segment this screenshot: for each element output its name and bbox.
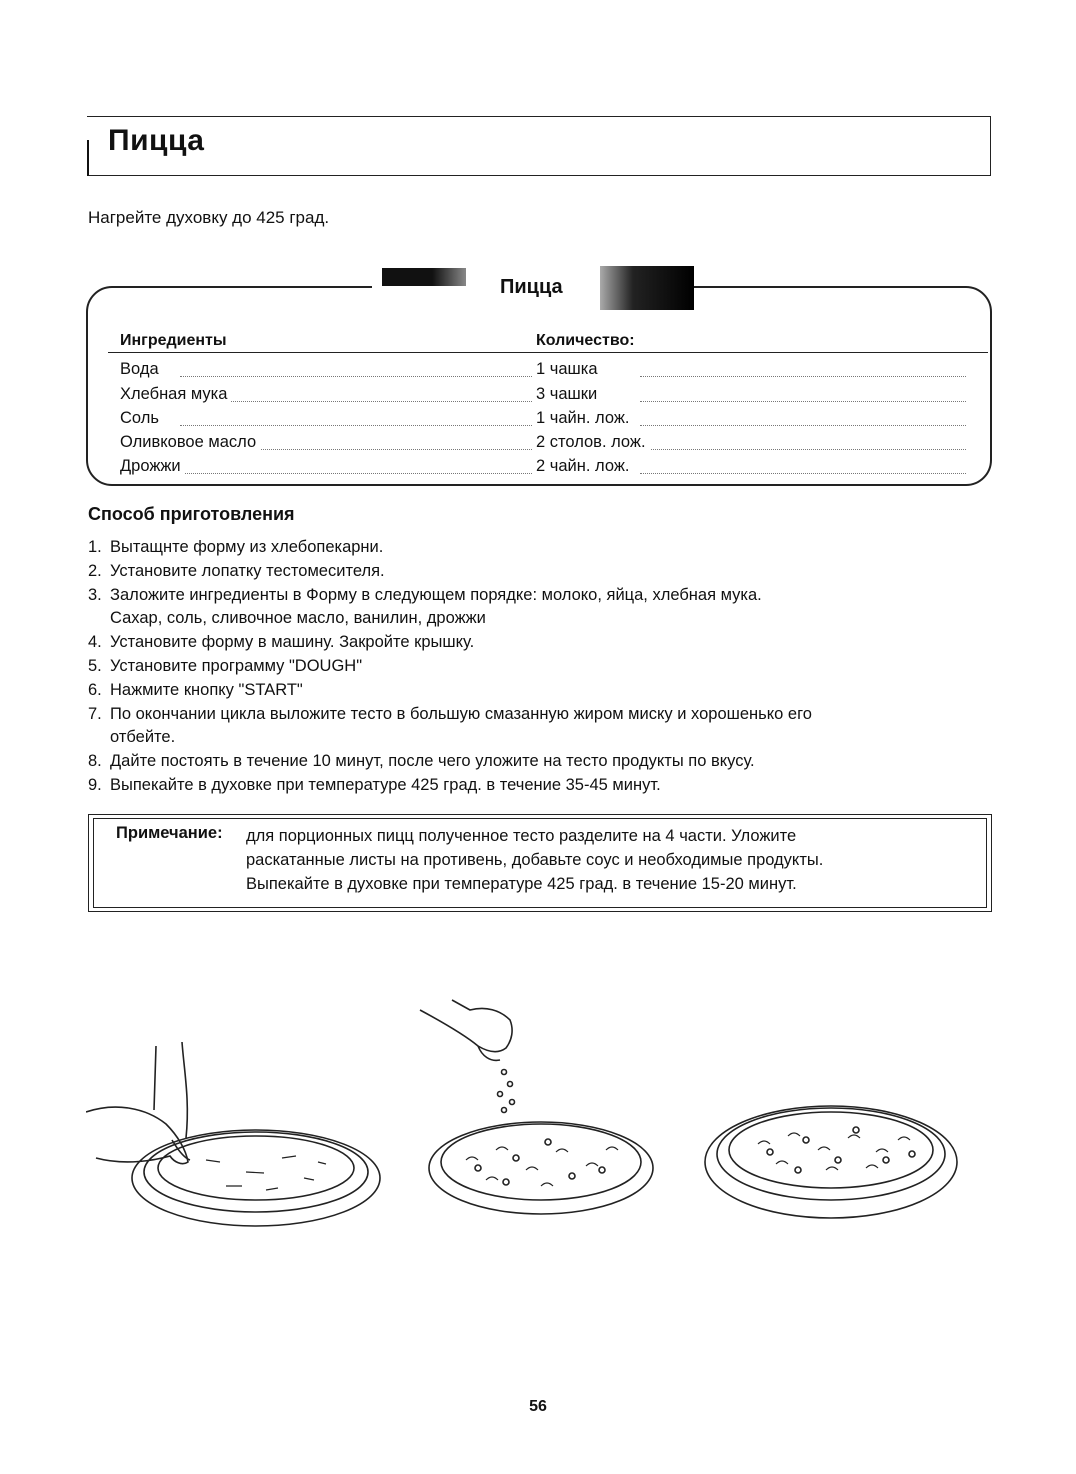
note-line: для порционных пицц полученное тесто разделите на 4 части. Уложите	[246, 827, 797, 845]
note-line: Выпекайте в духовке при температуре 425 град. в течение 15-20 минут.	[246, 875, 797, 893]
ingredient-name: Вода	[120, 360, 163, 379]
ingredient-name: Оливковое масло	[120, 433, 260, 452]
title-bar-decoration	[87, 140, 89, 176]
leader-dots	[180, 376, 532, 377]
leader-dots	[640, 401, 966, 402]
step-item	[88, 584, 998, 632]
pizza-finished-illustration	[705, 1106, 957, 1218]
title-frame	[87, 116, 991, 176]
step-item	[88, 774, 998, 798]
step-item	[88, 750, 998, 774]
pizza-toppings-illustration	[420, 1000, 653, 1214]
ingredient-quantity: 3 чашки	[536, 385, 601, 404]
ingredient-name: Хлебная мука	[120, 385, 231, 404]
step-text-continuation: Сахар, соль, сливочное масло, ванилин, дрожжи	[110, 609, 486, 628]
page-title: Пицца	[108, 124, 205, 157]
header-decoration-left	[382, 268, 466, 286]
ingredient-name: Дрожжи	[120, 457, 185, 476]
step-text: Установите лопатку тестомесителя.	[110, 561, 385, 580]
leader-dots	[640, 473, 966, 474]
ingredients-header: Пицца	[500, 276, 563, 298]
step-number: 6.	[88, 680, 102, 699]
pizza-dough-illustration	[86, 1042, 380, 1226]
leader-dots	[180, 401, 532, 402]
ingredient-name: Соль	[120, 409, 163, 428]
leader-dots	[180, 473, 532, 474]
leader-dots	[640, 376, 966, 377]
step-number: 1.	[88, 538, 102, 556]
step-item	[88, 703, 998, 751]
ingredient-quantity: 1 чашка	[536, 360, 602, 379]
leader-dots	[180, 425, 532, 426]
ingredient-quantity: 2 столов. лож.	[536, 433, 650, 452]
step-text: Вытащнте форму из хлебопекарни.	[110, 538, 384, 556]
step-text-continuation: отбейте.	[110, 728, 176, 747]
step-item	[88, 679, 998, 703]
header-rule	[108, 352, 988, 353]
step-number: 4.	[88, 633, 102, 652]
column-header-quantity: Количество:	[536, 332, 635, 349]
note-text	[246, 824, 986, 896]
page-number: 56	[529, 1398, 547, 1415]
ingredient-row	[120, 385, 970, 409]
step-item	[88, 560, 998, 584]
leader-dots	[640, 425, 966, 426]
step-number: 2.	[88, 561, 102, 580]
step-number: 8.	[88, 752, 102, 771]
step-number: 7.	[88, 704, 102, 723]
method-steps	[88, 536, 998, 798]
ingredient-quantity: 1 чайн. лож.	[536, 409, 633, 428]
step-number: 3.	[88, 585, 102, 604]
ingredient-row	[120, 433, 970, 457]
header-decoration-right	[600, 266, 694, 310]
method-heading: Способ приготовления	[88, 504, 295, 524]
note-label: Примечание:	[116, 824, 223, 842]
ingredient-row	[120, 457, 970, 481]
step-text: Нажмите кнопку "START"	[110, 680, 303, 699]
step-text: Дайте постоять в течение 10 минут, после чего уложите на тесто продукты по вкусу.	[110, 752, 755, 771]
step-item	[88, 536, 998, 560]
step-item	[88, 631, 998, 655]
ingredient-quantity: 2 чайн. лож.	[536, 457, 633, 476]
step-text: Установите программу "DOUGH"	[110, 656, 363, 675]
note-line: раскатанные листы на противень, добавьте соус и необходимые продукты.	[246, 851, 824, 869]
ingredient-row	[120, 409, 970, 433]
step-text: Заложите ингредиенты в Форму в следующем порядке: молоко, яйца, хлебная мука.	[110, 585, 762, 604]
step-number: 5.	[88, 656, 102, 675]
ingredient-row	[120, 360, 970, 384]
step-text: Установите форму в машину. Закройте крышку.	[110, 633, 475, 652]
leader-dots	[640, 449, 966, 450]
pizza-illustrations	[86, 990, 986, 1250]
step-text: По окончании цикла выложите тесто в большую смазанную жиром миску и хорошенько его	[110, 704, 812, 723]
intro-text: Нагрейте духовку до 425 град.	[88, 208, 330, 227]
column-header-ingredients: Ингредиенты	[120, 332, 227, 349]
step-text: Выпекайте в духовке при температуре 425 град. в течение 35-45 минут.	[110, 775, 661, 794]
step-number: 9.	[88, 775, 102, 794]
step-item	[88, 655, 998, 679]
